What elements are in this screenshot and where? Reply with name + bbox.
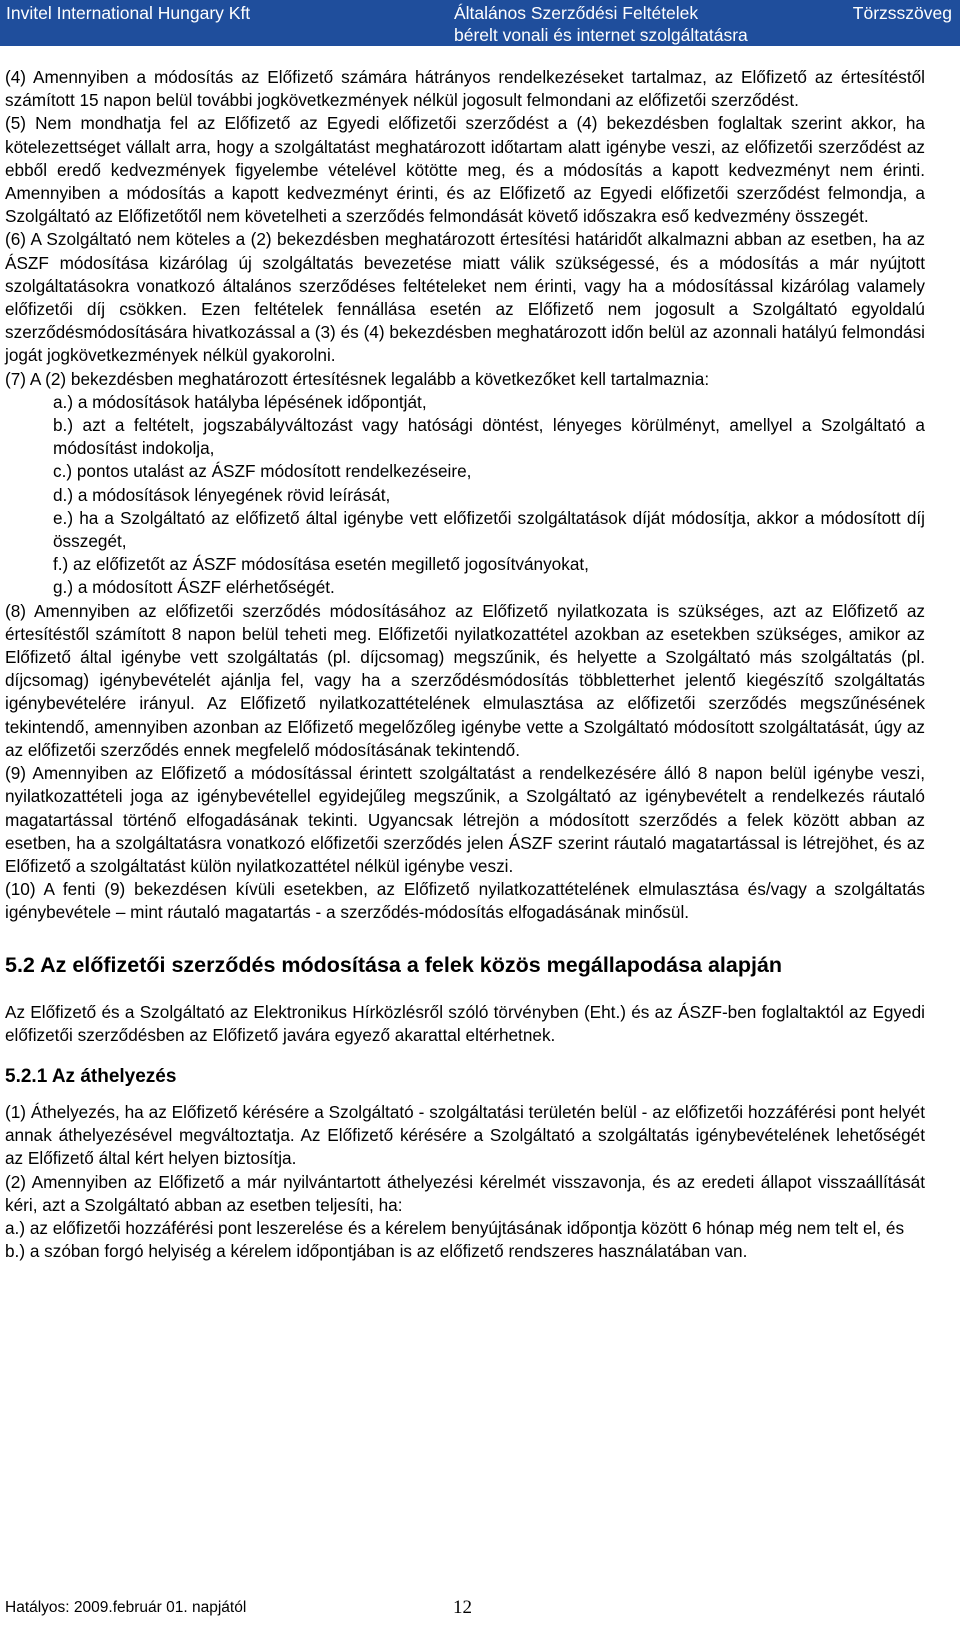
relocation-item-a: a.) az előfizetői hozzáférési pont leszerelése és a kérelem benyújtásának időpontja között 6 hónap még nem telt el, és	[5, 1217, 905, 1238]
paragraph-10: (10) A fenti (9) bekezdésen kívüli esetekben, az Előfizető nyilatkozattételének elmulasztása és/vagy a szolgáltatás igénybevétele – mint ráutaló magatartás - a szerződés-módosítás elfogadásának minősül.	[5, 879, 925, 923]
section-heading-5-2: 5.2 Az előfizetői szerződés módosítása a felek közös megállapodása alapján	[5, 952, 783, 977]
document-body	[5, 66, 925, 1263]
list-item-g: g.) a módosított ÁSZF elérhetőségét.	[53, 577, 335, 598]
paragraph-9: (9) Amennyiben az Előfizető a módosítással érintett szolgáltatást a rendelkezésére álló 8 napon belül igénybe veszi, nyilatkozattételi joga az igénybevétellel egyidejűleg megszűnik, a Szolgáltató az igénybevételt a rendelkezés ráutaló magatartással történő elfogadásának tekinti. Ugyancsak létrejön a módosított szerződés a felek között abban az esetben, ha a szolgáltatásra vonatkozó előfizetői szerződés jelen ÁSZF szerint ráutaló magatartással is létrejöhet, és az Előfizető a szolgáltatást külön nyilatkozattétel nélkül igénybe veszi.	[5, 763, 925, 876]
list-item-b: b.) azt a feltételt, jogszabályváltozást vagy hatósági döntést, lényeges körülményt, amellyel a Szolgáltató a módosítást indokolja,	[53, 415, 925, 459]
section-5-2-intro: Az Előfizető és a Szolgáltató az Elektronikus Hírközlésről szóló törvényben (Eht.) és az ÁSZF-ben foglaltaktól az Egyedi előfizetői szerződésben az Előfizető javára egyező akarattal eltérhetnek.	[5, 1001, 925, 1045]
paragraph-7: (7) A (2) bekezdésben meghatározott értesítésnek legalább a következőket kell tartalmaznia:	[5, 368, 710, 389]
paragraph-4: (4) Amennyiben a módosítás az Előfizető számára hátrányos rendelkezéseket tartalmaz, az Előfizető az értesítéstől számított 15 napon belül további jogkövetkezmények nélkül jogosult felmondani az előfizetői szerződést.	[5, 67, 925, 111]
list-item-f: f.) az előfizetőt az ÁSZF módosítása esetén megillető jogosítványokat,	[53, 554, 589, 575]
relocation-paragraph-2: (2) Amennyiben az Előfizető a már nyilvántartott áthelyezési kérelmét visszavonja, és az eredeti állapot visszaállítását kéri, azt a Szolgáltató abban az esetben teljesíti, ha:	[5, 1171, 925, 1215]
section-heading-5-2-1: 5.2.1 Az áthelyezés	[5, 1065, 177, 1087]
paragraph-6: (6) A Szolgáltató nem köteles a (2) bekezdésben meghatározott értesítési határidőt alkalmazni abban az esetben, ha az ÁSZF módosítása kizárólag új szolgáltatás bevezetése miatt válik szükségessé, és a módosítás a már nyújtott szolgáltatásokra vonatkozó általános szerződéses feltételeket nem érinti, vagy ha a módosítással kizárólag valamely előfizetői díj csökken. Ezen feltételek fennállása esetén az Előfizető nem jogosult a Szolgáltató egyoldalú szerződésmódosítására hivatkozással a (3) és (4) bekezdésben meghatározott időn belül az azonnali hatályú felmondási jogát jogkövetkezmények nélkül gyakorolni.	[5, 229, 925, 366]
paragraph-5: (5) Nem mondhatja fel az Előfizető az Egyedi előfizetői szerződést a (4) bekezdésben foglaltak szerint akkor, ha kötelezettséget vállalt arra, hogy a szolgáltatást meghatározott időtartam alatt igénybe veszi, az előfizetői szerződést az ebből eredő kedvezmények figyelembe vételével kötötte meg, és a módosítás a kapott kedvezményt nem érinti. Amennyiben a módosítás a kapott kedvezményt érinti, és az Előfizető az Egyedi előfizetői szerződést felmondja, a Szolgáltató az Előfizetőtől nem követelheti a szerződés felmondását követő időszakra eső kedvezmény összegét.	[5, 113, 925, 227]
relocation-paragraph-1: (1) Áthelyezés, ha az Előfizető kérésére a Szolgáltató - szolgáltatási területén belül - az előfizetői hozzáférési pont helyét annak áthelyezésével megváltoztatja. Az Előfizető kérésére a Szolgáltató a szolgáltatás igénybevételének lehetőségét az Előfizető által kért helyen biztosítja.	[5, 1101, 925, 1169]
list-item-c: c.) pontos utalást az ÁSZF módosított rendelkezéseire,	[53, 461, 472, 482]
list-item-d: d.) a módosítások lényegének rövid leírását,	[53, 484, 391, 505]
footer-effective-date: Hatályos: 2009.február 01. napjától	[5, 1599, 247, 1616]
list-item-e: e.) ha a Szolgáltató az előfizető által igénybe vett előfizetői szolgáltatások díját módosítja, akkor a módosított díj összegét,	[53, 507, 925, 552]
header-company: Invitel International Hungary Kft	[6, 3, 251, 23]
paragraph-8: (8) Amennyiben az előfizetői szerződés módosításához az Előfizető nyilatkozata is szükséges, azt az Előfizető az értesítéstől számított 8 napon belül teheti meg. Előfizetői nyilatkozattétel azokban az esetekben szükséges, amikor az Előfizető által igénybe vett szolgáltatás (pl. díjcsomag) megszűnik, és helyette a Szolgáltató más szolgáltatás (pl. díjcsomag) igénybevételét ajánlja fel, vagy ha a szerződésmódosítás többletterhet jelentő kiegészítő szolgáltatás igénybevételére irányul. Az Előfizető nyilatkozattételének elmulasztása az előfizetői szerződés megszűnésének tekintendő, amennyiben azonban az Előfizető megelőzőleg igénybe vette a Szolgáltató módosított szolgáltatását, úgy az az előfizetői szerződés ennek megfelelő módosításának tekintendő.	[5, 600, 925, 760]
page-number: 12	[453, 1597, 472, 1618]
list-item-a: a.) a módosítások hatályba lépésének időpontját,	[53, 391, 427, 412]
header-doc-type: Törzsszöveg	[852, 3, 952, 23]
page-header: Invitel International Hungary Kft Általános Szerződési Feltételek bérelt vonali és internet szolgáltatásra Törzsszöveg	[0, 0, 960, 46]
relocation-item-b: b.) a szóban forgó helyiség a kérelem időpontjában is az előfizető rendszeres használatában van.	[5, 1241, 748, 1262]
